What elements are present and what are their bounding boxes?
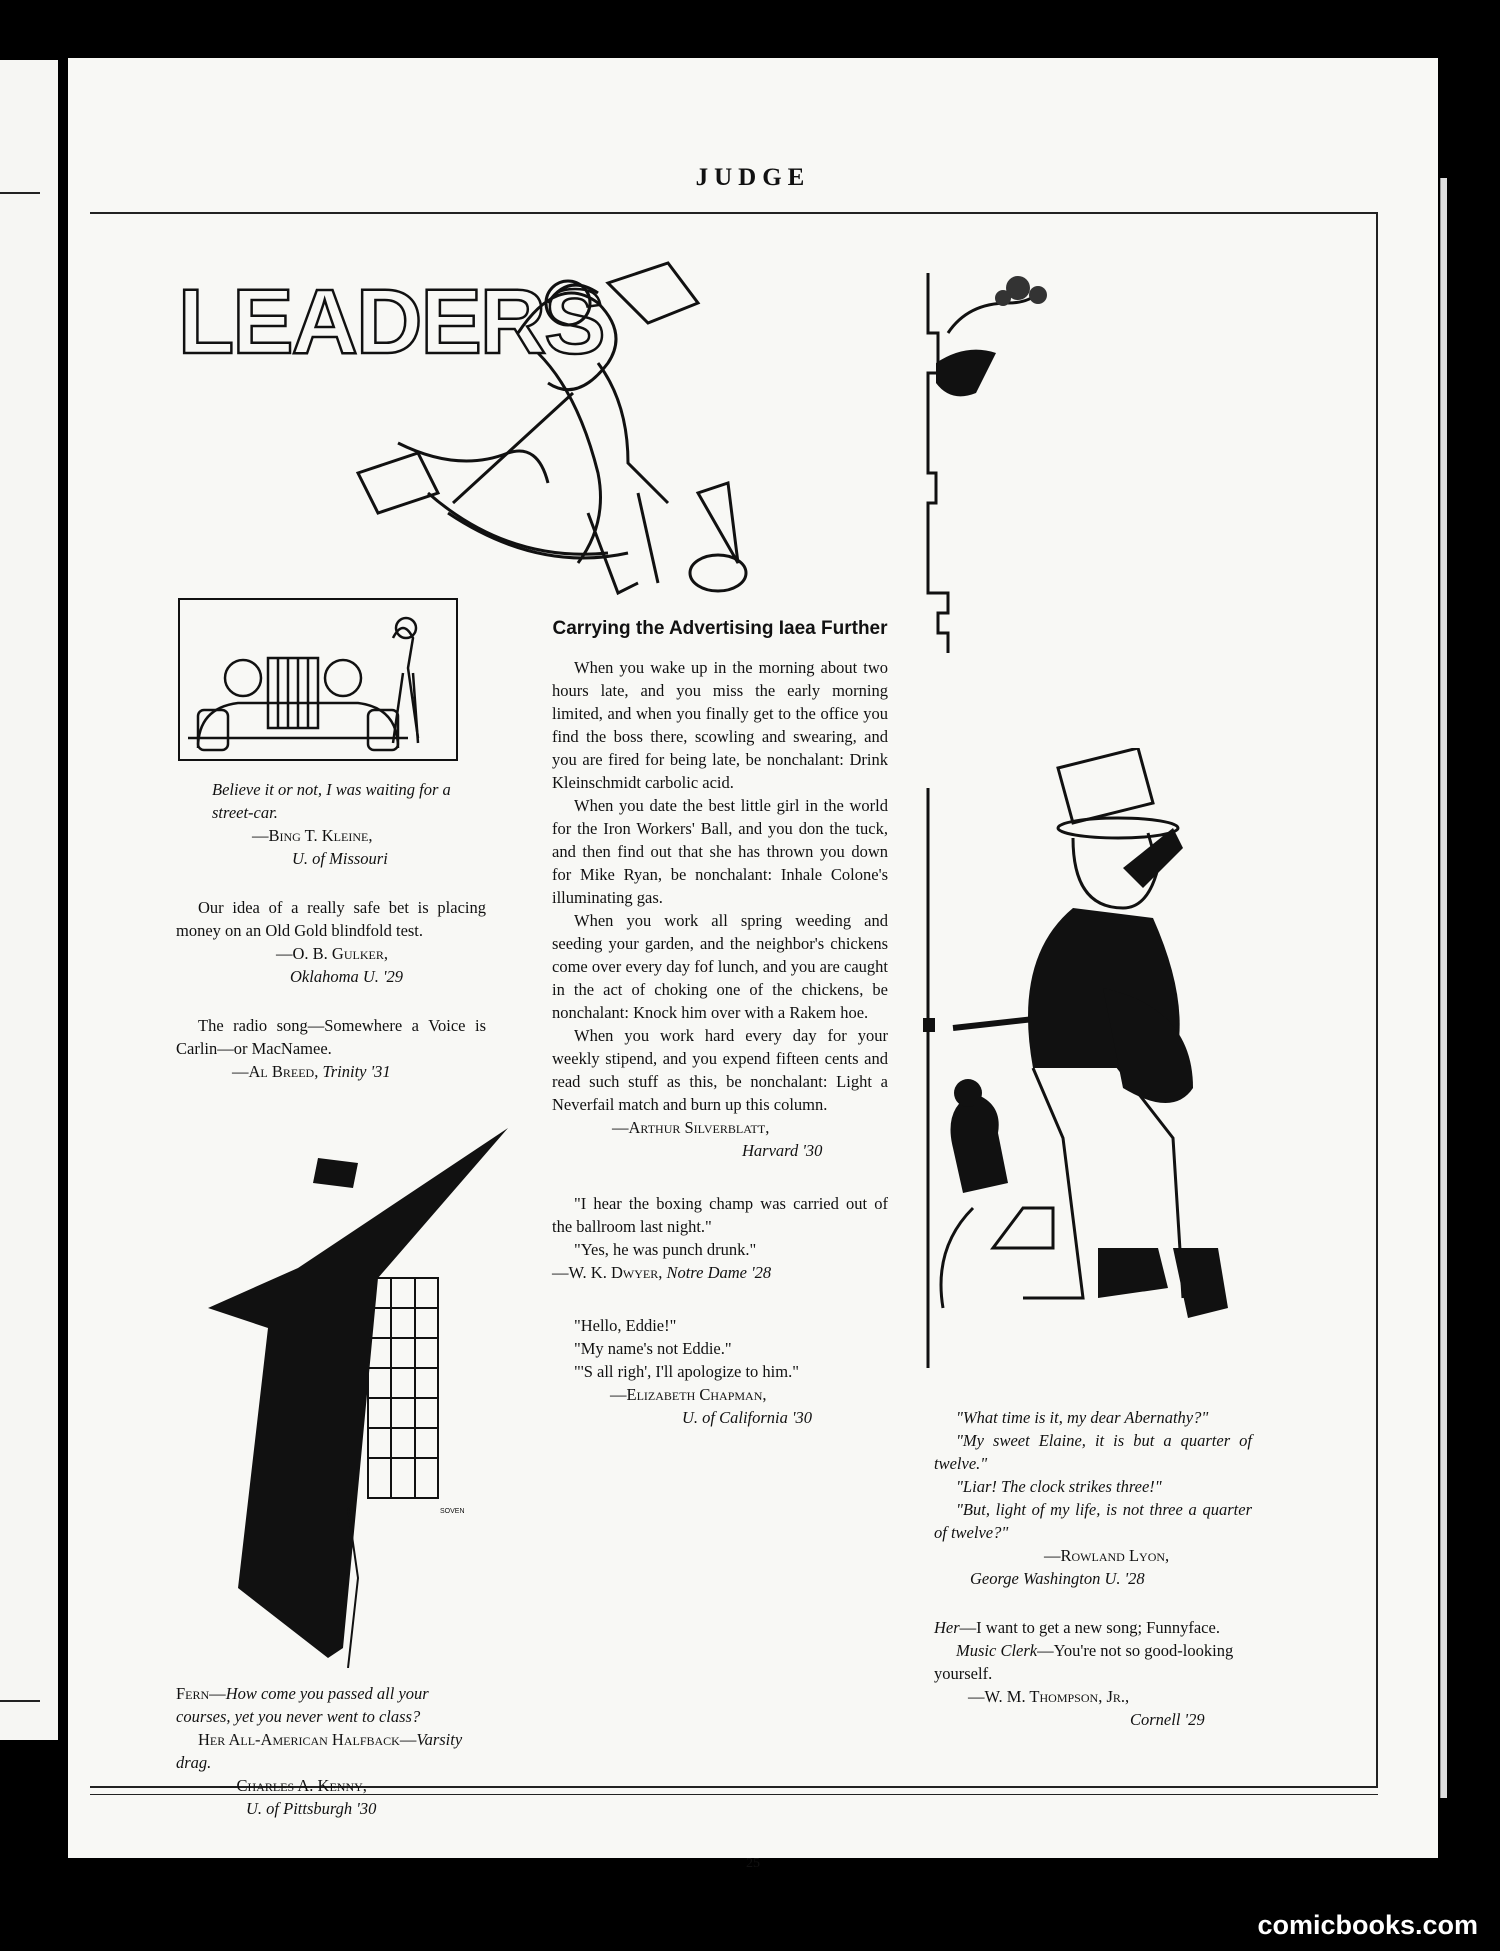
article-paragraph: When you wake up in the morning about two hours late, and you miss the early morning limited, and when you finally get to the office you find the boss there, scowling and swearing, and you are fired for being late, be nonchalant: Drink Kleinschmidt carbolic acid.: [552, 658, 888, 792]
joke-line: "I hear the boxing champ was carried out of the ballroom last night.": [552, 1194, 888, 1236]
speaker-label: Fern—: [176, 1684, 226, 1703]
joke-quarter-of-twelve: [934, 1406, 1252, 1590]
joke-line: —I want to get a new song; Funnyface.: [959, 1618, 1220, 1637]
joke-author: —W. K. Dwyer,: [552, 1263, 663, 1282]
joke-line: "'S all righ', I'll apologize to him.": [574, 1362, 799, 1381]
joke-text: Our idea of a really safe bet is placing money on an Old Gold blindfold test.: [176, 898, 486, 940]
article-paragraph: When you work hard every day for your weekly stipend, and you expend fifteen cents and read such stuff as this, be nonchalant: Light a Neverfail match and burn up this column.: [552, 1026, 888, 1114]
joke-school: George Washington U. '28: [970, 1569, 1145, 1588]
artist-signature: SOVEN: [440, 1508, 465, 1515]
speaker-label: Music Clerk: [956, 1641, 1038, 1660]
page-number: 25: [746, 1856, 760, 1871]
article-headline: Carrying the Advertising Iaea Further: [552, 618, 888, 639]
joke-radio-song: [176, 1014, 486, 1083]
leaders-title-text: LEADERS: [178, 271, 604, 373]
man-with-cat-illustration: [923, 748, 1363, 1378]
joke-line: How come you passed all your courses, yet you never went to class?: [176, 1684, 429, 1726]
joke-school: U. of California '30: [682, 1408, 813, 1427]
speaker-label: Her All-American Halfback—: [198, 1730, 417, 1749]
article-body: [552, 656, 888, 1162]
joke-author: —Rowland Lyon,: [1044, 1546, 1170, 1565]
joke-school: Cornell '29: [1130, 1710, 1205, 1729]
joke-text: The radio song—Somewhere a Voice is Carlin—or MacNamee.: [176, 1016, 486, 1058]
joke-streetcar: [176, 778, 486, 870]
joke-line: "But, light of my life, is not three a quarter of twelve?": [934, 1500, 1252, 1542]
right-column: [934, 1406, 1252, 1731]
joke-funnyface: [934, 1616, 1252, 1731]
joke-line: "My name's not Eddie.": [574, 1339, 732, 1358]
joke-author: —Al Breed,: [232, 1062, 319, 1081]
tuxedo-man-illustration: [178, 1128, 508, 1668]
joke-line: "What time is it, my dear Abernathy?": [956, 1408, 1209, 1427]
joke-line: "Liar! The clock strikes three!": [956, 1477, 1162, 1496]
joke-school: U. of Missouri: [292, 849, 388, 868]
left-column: [176, 778, 486, 1083]
article-school: Harvard '30: [742, 1141, 823, 1160]
previous-page-edge: [0, 60, 58, 1740]
joke-hello-eddie: [552, 1314, 888, 1429]
joke-text: Believe it or not, I was waiting for a street-car.: [212, 780, 451, 822]
joke-author: —Charles A. Kenny,: [220, 1776, 367, 1795]
joke-author: —Bing T. Kleine,: [252, 826, 373, 845]
magazine-page: [68, 58, 1438, 1871]
leaders-title-illustration: [178, 243, 798, 623]
article-paragraph: When you date the best little girl in the world for the Iron Workers' Ball, and you don the tuck, and then find out that she has thrown you down for Mike Ryan, be nonchalant: Inhale Colone's illuminating gas.: [552, 796, 888, 907]
joke-line: "Hello, Eddie!": [574, 1316, 677, 1335]
joke-line: "Yes, he was punch drunk.": [574, 1240, 757, 1259]
joke-author: —Elizabeth Chapman,: [610, 1385, 767, 1404]
article-author: —Arthur Silverblatt,: [612, 1118, 770, 1137]
joke-school: Notre Dame '28: [666, 1263, 772, 1282]
door-border-decoration: [918, 273, 1058, 703]
joke-school: Trinity '31: [322, 1062, 391, 1081]
joke-old-gold: [176, 896, 486, 988]
watermark: comicbooks.com: [1257, 1910, 1478, 1940]
masthead: JUDGE: [695, 164, 811, 191]
middle-column: [552, 616, 888, 1429]
joke-line: —You're not so good-looking yourself.: [934, 1641, 1234, 1683]
joke-school: Oklahoma U. '29: [290, 967, 404, 986]
halfback-joke: [176, 1682, 486, 1820]
joke-boxing-champ: [552, 1192, 888, 1284]
speaker-label: Her: [934, 1618, 960, 1637]
joke-line: "My sweet Elaine, it is but a quarter of twelve.": [934, 1431, 1252, 1473]
article-paragraph: When you work all spring weeding and seeding your garden, and the neighbor's chickens come over every day fof lunch, and you are caught in the act of choking one of the chickens, be nonchalant: Knock him over with a Rakem hoe.: [552, 911, 888, 1022]
joke-author: —O. B. Gulker,: [276, 944, 388, 963]
joke-line: Varsity drag.: [176, 1730, 463, 1772]
car-illustration: [178, 598, 458, 761]
joke-school: U. of Pittsburgh '30: [246, 1799, 377, 1818]
joke-author: —W. M. Thompson, Jr.,: [968, 1687, 1130, 1706]
